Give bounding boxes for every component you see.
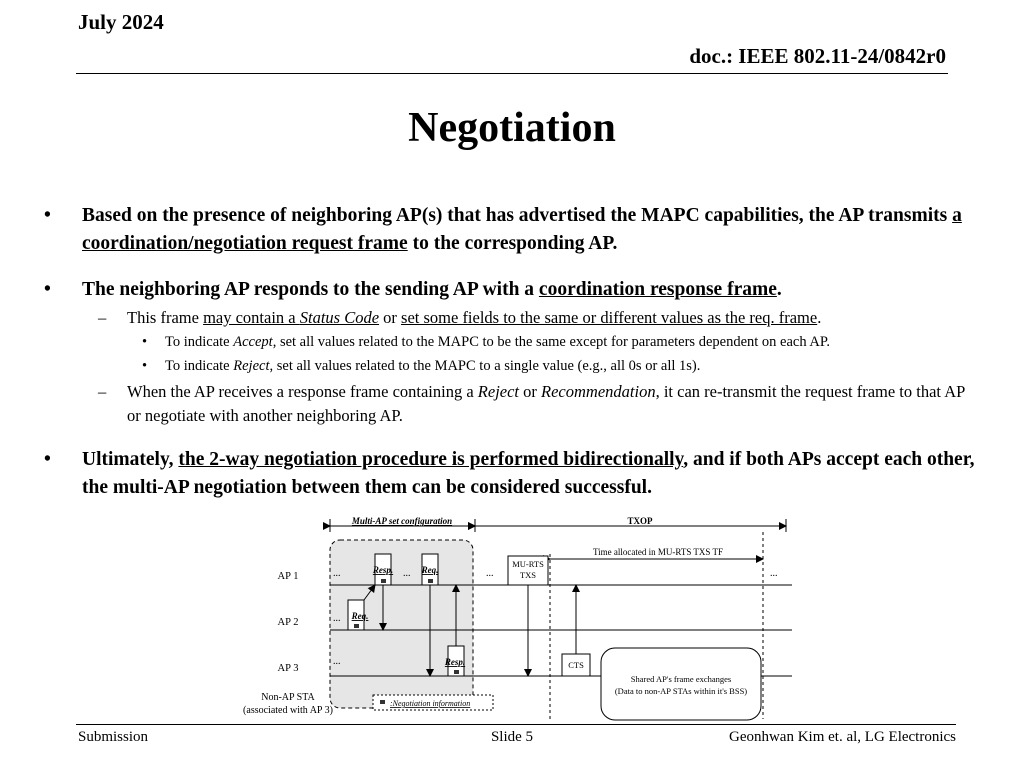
bullet-marker: • [44, 205, 51, 226]
negotiation-info-marker [354, 624, 359, 628]
sub-sub-bullet-2-text: To indicate [165, 358, 234, 374]
bullet-marker: • [142, 334, 148, 350]
bullet-marker: • [44, 449, 51, 470]
negotiation-info-marker [381, 579, 386, 583]
header-doc-number: doc.: IEEE 802.11-24/0842r0 [689, 44, 946, 68]
shared-frame-exchanges-box [601, 648, 761, 720]
sub-sub-bullet-1-em: Accept [233, 334, 273, 350]
bullet-2-text-end: . [776, 279, 782, 300]
footer-slide-number: Slide 5 [490, 729, 534, 745]
phase2-label: TXOP [627, 516, 653, 526]
mu-rts-label-1: MU-RTS [512, 559, 544, 569]
bullet-3-text-end: , and if both APs accept each other, the multi-AP negotiation between them can be considered successful. [82, 449, 975, 498]
mu-rts-label-2: TXS [519, 570, 537, 580]
sta-label-line1: Non-AP STA [261, 692, 315, 703]
sub-bullet-1-underlined-a: may contain a Status Code [203, 308, 380, 327]
sub-bullet-1-text: This frame [127, 308, 204, 327]
footer-rule [76, 724, 956, 725]
slide-content [40, 202, 980, 502]
negotiation-info-marker [428, 579, 433, 583]
shared-exchanges-label-2: (Data to non-AP STAs within it's BSS) [614, 686, 748, 696]
ap1-ellipsis-2: ... [403, 568, 411, 579]
sub-bullet-1-underlined-b: set some fields to the same or different values as the req. frame [401, 308, 818, 327]
shared-exchanges-label-1: Shared AP's frame exchanges [630, 674, 732, 684]
phase1-label: Multi-AP set configuration [351, 516, 453, 526]
bullet-1-text-end: to the corresponding AP. [407, 233, 618, 254]
sub-sub-bullet-2-em: Reject [233, 358, 270, 374]
dash-marker: – [98, 382, 107, 401]
bullet-2-text: The neighboring AP responds to the sending AP with a [82, 279, 539, 300]
sub-sub-bullet-1 [40, 330, 980, 354]
slide-title: Negotiation [408, 105, 616, 151]
ap3-resp-label: Resp. [444, 657, 466, 667]
dash-marker: – [98, 308, 107, 327]
sub-bullet-1 [40, 306, 980, 330]
sub-bullet-2-em-1: Reject [477, 382, 520, 401]
ap1-label: AP 1 [277, 571, 299, 582]
sub-bullet-2-text-end: , it can re-transmit the request frame to that AP or negotiate with another neighboring AP. [127, 382, 965, 425]
sub-bullet-1-text-end: . [817, 308, 822, 327]
sub-bullet-2-em-2: Recommendation [541, 382, 656, 401]
legend-label: :Negotiation information [390, 699, 471, 708]
sta-label-line2: (associated with AP 3) [243, 705, 333, 716]
bullet-marker: • [142, 358, 148, 374]
legend-marker [380, 700, 385, 704]
bullet-marker: • [44, 279, 51, 300]
header-rule [76, 73, 948, 74]
ap2-ellipsis: ... [333, 613, 341, 624]
bullet-3 [40, 446, 980, 502]
bullet-3-text: Ultimately, [82, 449, 179, 470]
sub-sub-bullet-1-text-end: , set all values related to the MAPC to be the same except for parameters dependent on each AP. [272, 334, 830, 350]
cts-label: CTS [568, 660, 584, 670]
ap3-label: AP 3 [277, 663, 299, 674]
footer-submission: Submission [78, 729, 149, 745]
bullet-2 [40, 276, 980, 304]
sub-sub-bullet-1-text: To indicate [165, 334, 234, 350]
ap1-resp-label: Resp. [372, 565, 394, 575]
negotiation-info-marker [454, 670, 459, 674]
sub-bullet-1-text-mid: or [379, 308, 402, 327]
time-allocated-label: Time allocated in MU-RTS TXS TF [592, 547, 724, 557]
sub-bullet-2-text: When the AP receives a response frame containing a [127, 382, 478, 401]
ap1-req-label: Req. [421, 565, 439, 575]
bullet-1-text: Based on the presence of neighboring AP(s) that has advertised the MAPC capabilities, the AP transmits [82, 205, 953, 226]
ap2-req-label: Req. [351, 611, 369, 621]
header-date: July 2024 [78, 10, 164, 34]
ap1-ellipsis-4: ... [770, 568, 778, 579]
ap2-label: AP 2 [277, 617, 299, 628]
footer-authors: Geonhwan Kim et. al, LG Electronics [728, 729, 956, 745]
sub-bullet-2 [40, 380, 980, 428]
bullet-1 [40, 202, 980, 258]
sub-bullet-2-text-mid: or [519, 382, 542, 401]
ap1-ellipsis-3: ... [486, 568, 494, 579]
bullet-1-underlined: a coordination/negotiation request frame [82, 205, 962, 254]
sub-sub-bullet-2-text-end: , set all values related to the MAPC to a single value (e.g., all 0s or all 1s). [269, 358, 701, 374]
ap3-ellipsis: ... [333, 656, 341, 667]
bullet-3-underlined: the 2-way negotiation procedure is performed bidirectionally [178, 449, 684, 470]
negotiation-timing-diagram [230, 514, 795, 722]
ap1-ellipsis-1: ... [333, 568, 341, 579]
bullet-2-underlined: coordination response frame [538, 279, 777, 300]
sub-sub-bullet-2 [40, 354, 980, 378]
